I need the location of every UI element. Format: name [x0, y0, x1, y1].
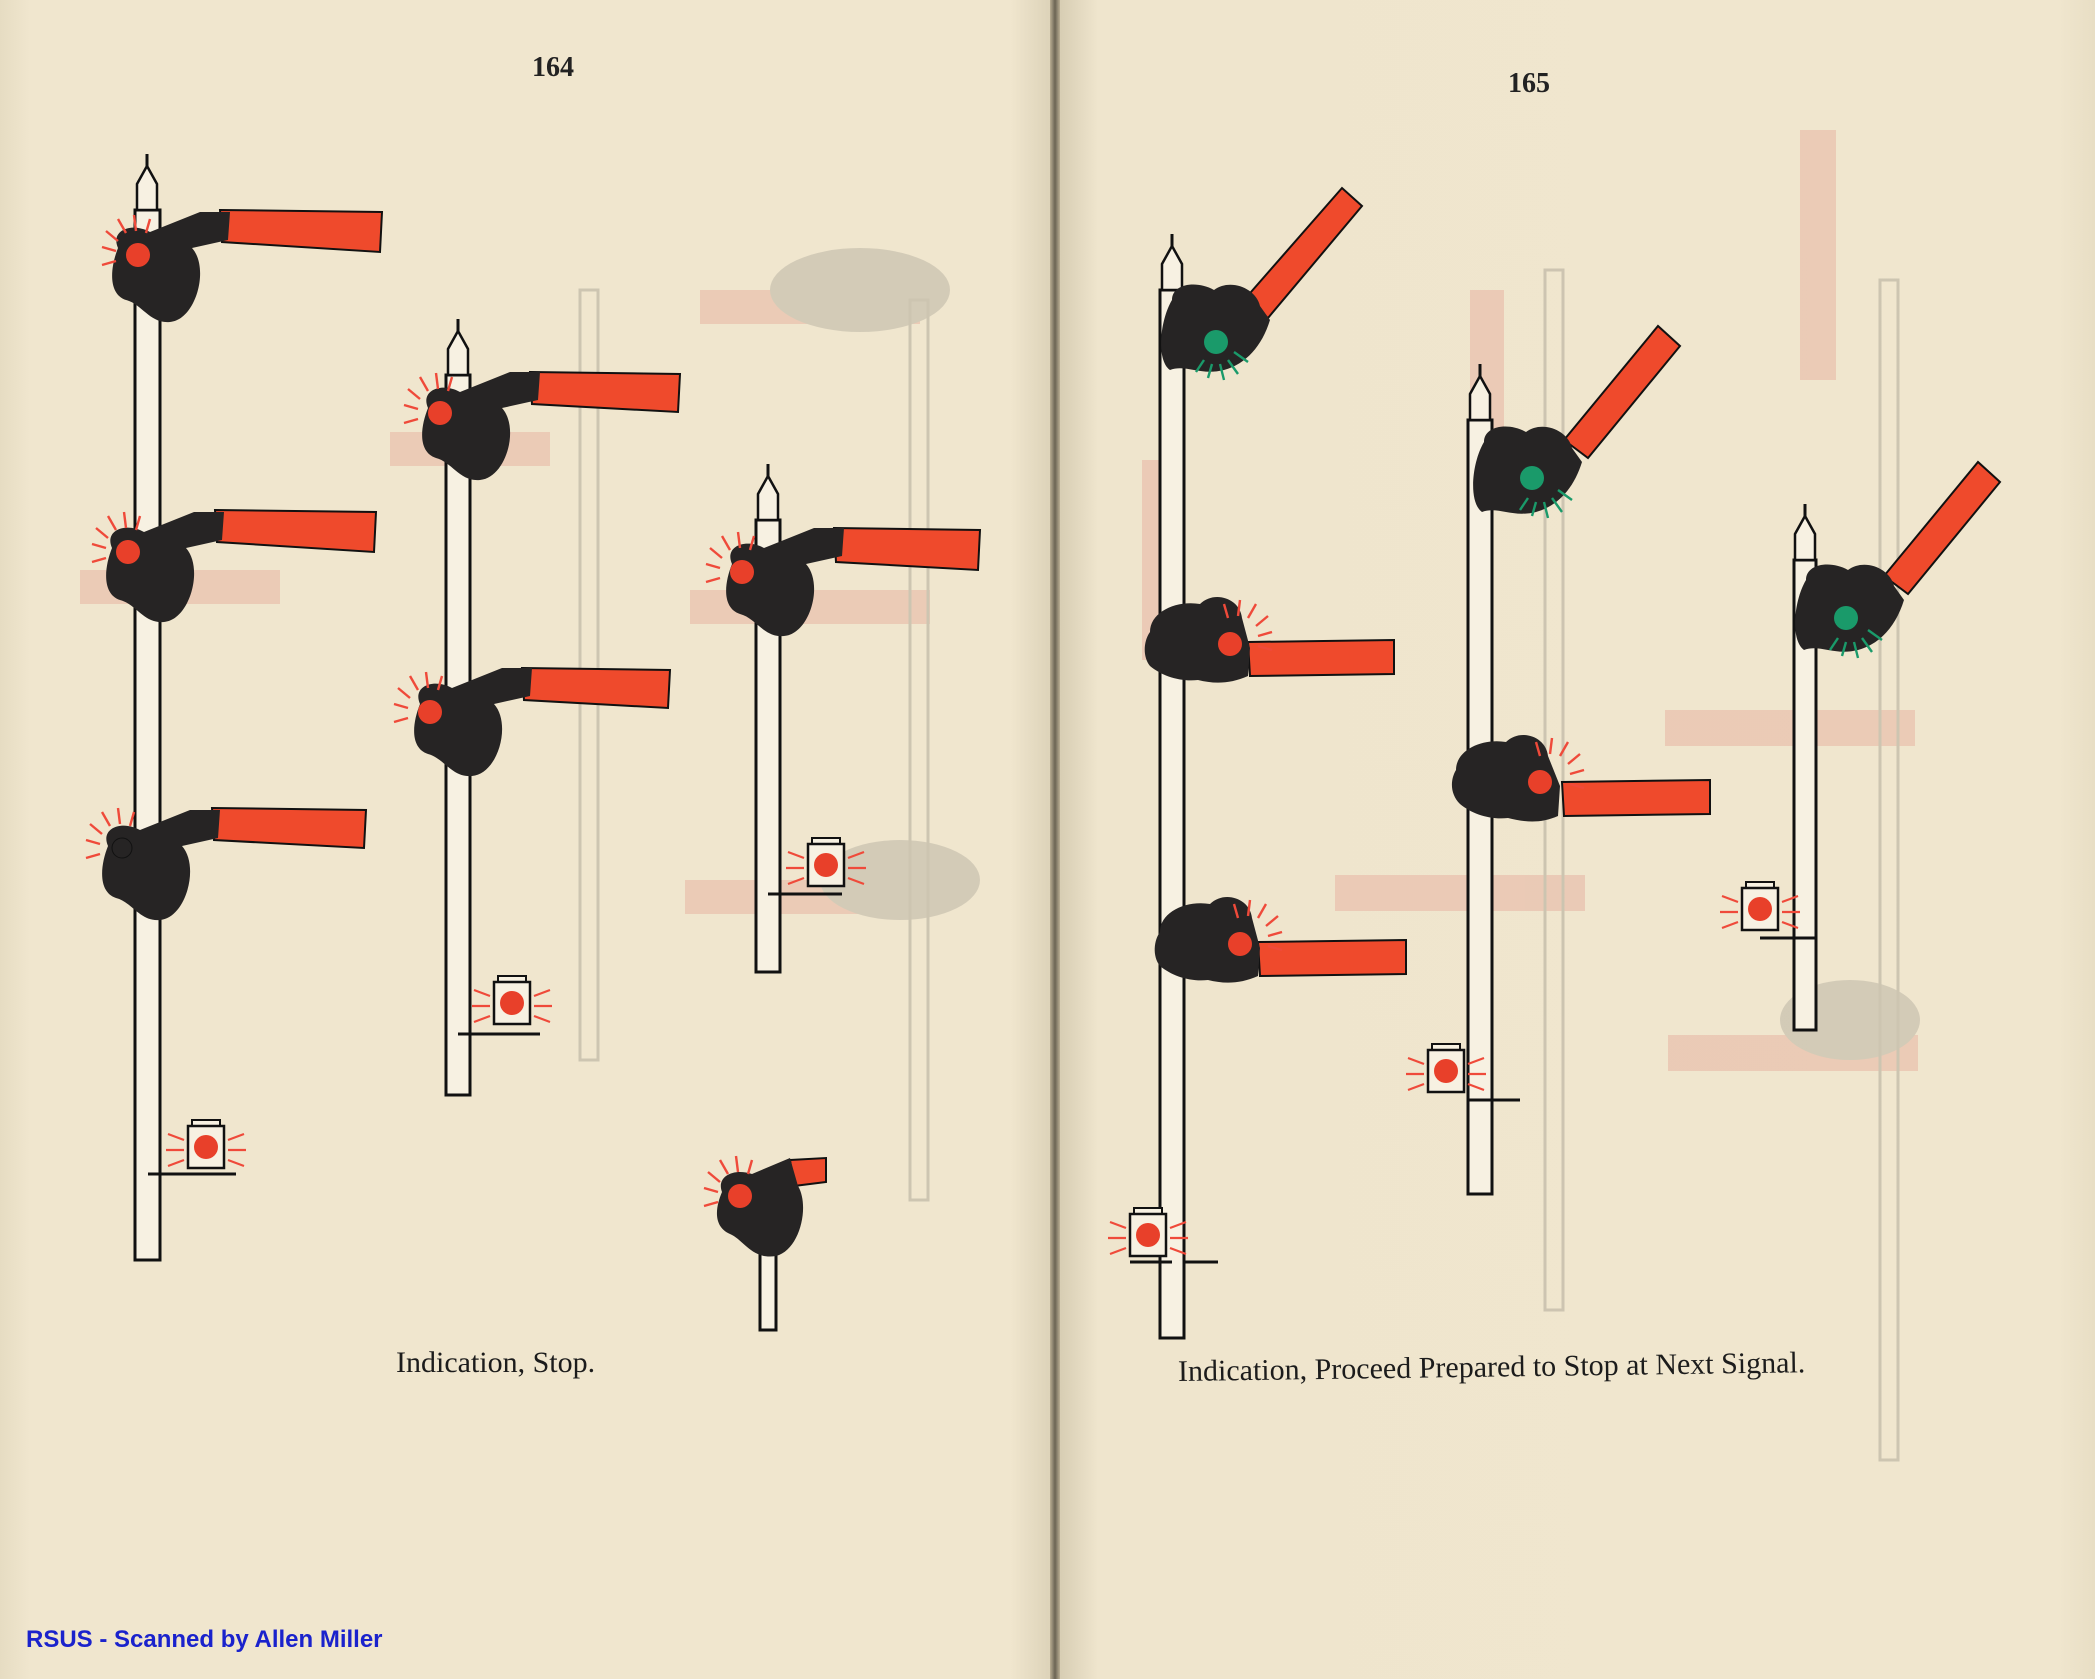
left-signal-dwarf: [704, 1156, 826, 1330]
left-signal-three-arm: [86, 154, 382, 1260]
right-signal-three-arm: [1108, 188, 1406, 1338]
scan-credit: RSUS - Scanned by Allen Miller: [26, 1626, 383, 1653]
right-page-caption: Indication, Proceed Prepared to Stop at Next Signal.: [1177, 1346, 1806, 1388]
left-page-caption: Indication, Stop.: [396, 1346, 596, 1379]
right-page-number: 165: [1508, 68, 1550, 99]
right-signal-two-arm: [1406, 326, 1710, 1194]
left-page-number: 164: [532, 52, 574, 83]
